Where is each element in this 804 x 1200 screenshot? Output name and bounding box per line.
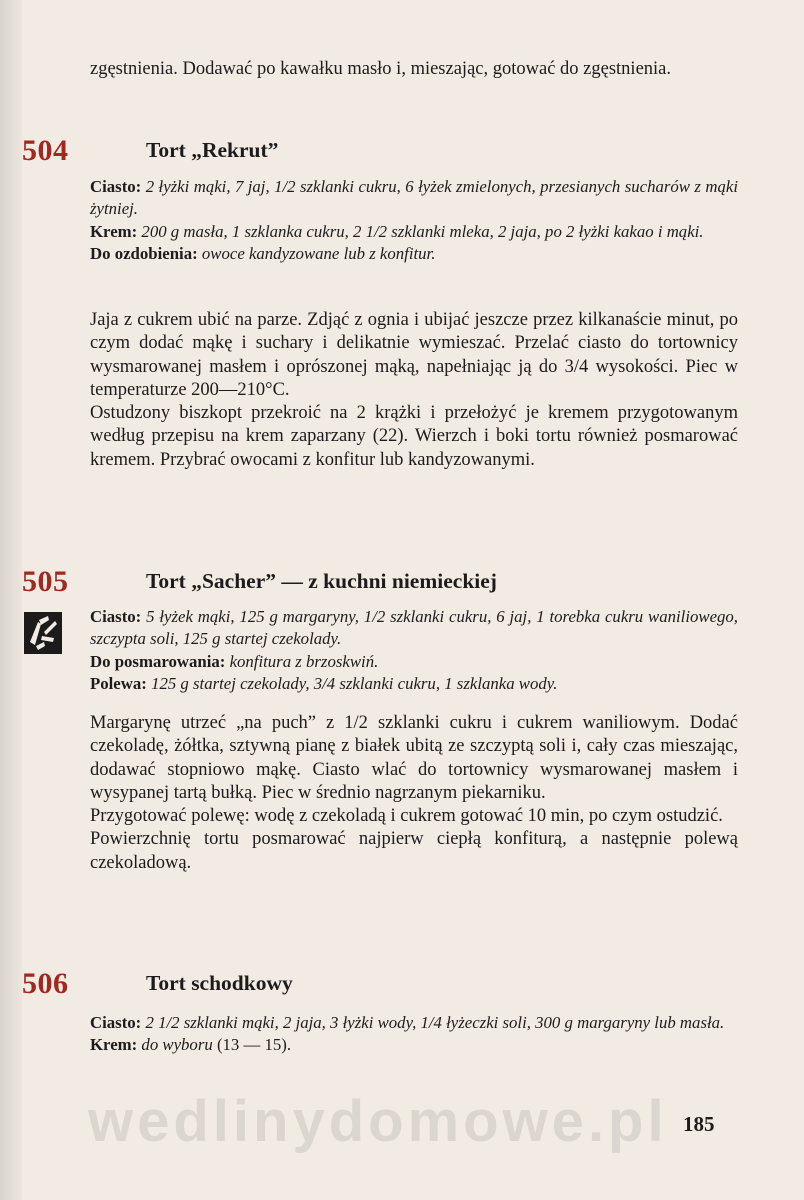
ingredient-line-spread (90, 651, 738, 673)
recipe-number: 506 (22, 967, 69, 1000)
continuation-text: zgęstnienia. Dodawać po kawałku masło i, mieszając, gotować do zgęstnienia. (90, 59, 672, 79)
method-paragraph: Ostudzony biszkopt przekroić na 2 krążki i przełożyć je kremem przygotowanym według przepisu na krem zaparzany (22). Wierzch i boki tortu również posmarować kremem. Przybrać owocami z konfitur lub kandyzowanymi. (90, 403, 738, 470)
recipe-number: 505 (22, 565, 69, 598)
ingredient-value: 125 g startej czekolady, 3/4 szklanki cukru, 1 szklanka wody. (151, 673, 558, 693)
recipe-title: Tort schodkowy (146, 971, 293, 995)
recipe-title: Tort „Sacher” — z kuchni niemieckiej (146, 569, 497, 593)
recipe-method (90, 309, 738, 472)
family-symbol-icon (24, 612, 62, 654)
recipe-ingredients (90, 606, 738, 695)
ingredient-label: Ciasto: (90, 177, 142, 196)
ingredient-label: Ciasto: (90, 1013, 142, 1032)
method-paragraph: Jaja z cukrem ubić na parze. Zdjąć z ognia i ubijać jeszcze przez kilkanaście minut, po czym dodać mąkę i suchary i delikatnie wymieszać. Przelać ciasto do tortownicy wysmarowanej masłem i oprószonej mąką, napełniając ją do 3/4 wysokości. Piec w temperaturze 200—210°C. (90, 310, 738, 400)
ingredient-value: 5 łyżek mąki, 125 g margaryny, 1/2 szklanki cukru, 6 jaj, 1 torebka cukru waniliowego, szczypta soli, 125 g startej czekolady. (90, 607, 739, 649)
ingredient-line-glaze (90, 673, 738, 695)
ingredient-label: Do posmarowania: (90, 651, 226, 671)
ingredient-line-dough (90, 1012, 738, 1034)
recipe-method (90, 712, 738, 875)
ingredient-reference: (13 — 15). (212, 1035, 292, 1055)
ingredient-line-dough (90, 606, 738, 651)
ingredient-label: Krem: (90, 221, 138, 241)
family-symbol-icon-glyph (24, 612, 62, 654)
recipe-title: Tort „Rekrut” (146, 138, 279, 162)
recipe-ingredients (90, 1012, 738, 1057)
previous-recipe-continuation (90, 58, 738, 81)
page-edge-shadow (0, 0, 22, 1200)
watermark: wedlinydomowe.pl (88, 1089, 668, 1154)
ingredient-line-dough (90, 176, 738, 221)
ingredient-line-cream (90, 221, 738, 243)
ingredient-label: Polewa: (90, 673, 147, 693)
ingredient-label: Ciasto: (90, 607, 142, 626)
ingredient-value: owoce kandyzowane lub z konfitur. (201, 243, 436, 263)
recipe-ingredients (90, 176, 738, 265)
ingredient-value: 2 łyżki mąki, 7 jaj, 1/2 szklanki cukru, 6 łyżek zmielonych, przesianych sucharów z mąki żytniej. (90, 177, 738, 219)
ingredient-label: Krem: (90, 1035, 138, 1055)
ingredient-value: 2 1/2 szklanki mąki, 2 jaja, 3 łyżki wody, 1/4 łyżeczki soli, 300 g margaryny lub masła. (145, 1013, 725, 1032)
method-paragraph: Margarynę utrzeć „na puch” z 1/2 szklanki cukru i cukrem waniliowym. Dodać czekoladę, żółtka, sztywną pianę z białek ubitą ze szczyptą soli i, cały czas mieszając, dodawać stopniowo mąkę. Ciasto wlać do tortownicy wysmarowanej masłem i wysypanej tartą bułką. Piec w średnio nagrzanym piekarniku. (90, 713, 738, 803)
method-paragraph: Przygotować polewę: wodę z czekoladą i cukrem gotować 10 min, po czym ostudzić. (90, 806, 723, 827)
ingredient-value: 200 g masła, 1 szklanka cukru, 2 1/2 szklanki mleka, 2 jaja, po 2 łyżki kakao i mąki. (141, 221, 704, 241)
method-paragraph: Powierzchnię tortu posmarować najpierw ciepłą konfiturą, a następnie polewą czekoladową. (90, 829, 738, 873)
page-number: 185 (683, 1112, 715, 1136)
ingredient-value: konfitura z brzoskwiń. (229, 651, 379, 671)
recipe-number: 504 (22, 134, 69, 167)
ingredient-line-decoration (90, 243, 738, 265)
ingredient-line-cream (90, 1034, 738, 1056)
ingredient-label: Do ozdobienia: (90, 243, 198, 263)
ingredient-value: do wyboru (141, 1035, 213, 1055)
